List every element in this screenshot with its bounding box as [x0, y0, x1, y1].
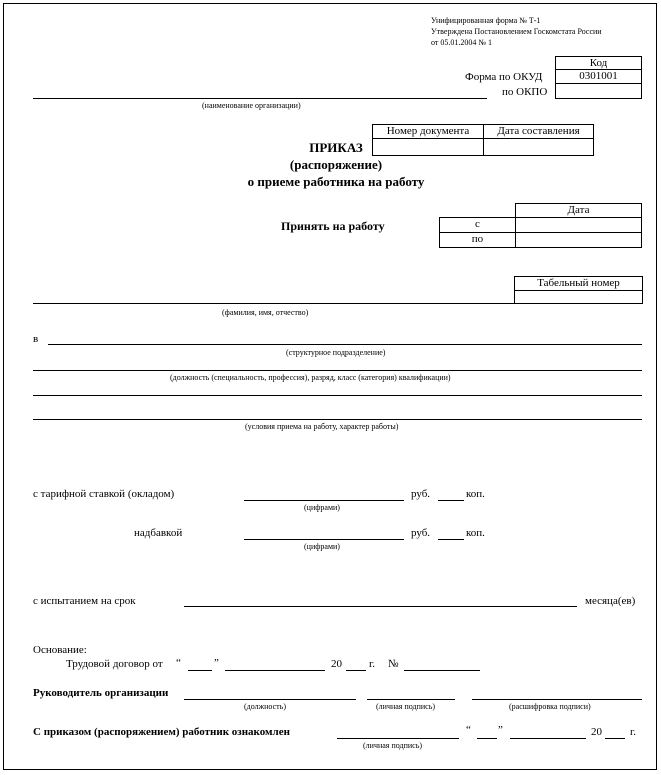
tabel-number-header: Табельный номер — [514, 276, 643, 291]
order-subtitle: (распоряжение) — [289, 157, 383, 172]
contract-quote-close: ” — [214, 657, 219, 669]
ack-signature-line[interactable] — [337, 738, 459, 739]
ack-year-line[interactable] — [605, 738, 625, 739]
okud-code[interactable]: 0301001 — [555, 69, 642, 84]
hire-from-label: с — [439, 217, 516, 233]
probation-suffix: месяца(ев) — [585, 595, 636, 607]
ack-quote-close: ” — [498, 724, 503, 736]
contract-number-line[interactable] — [404, 670, 480, 671]
basis-label: Основание: — [33, 644, 87, 656]
contract-number-sign: № — [388, 658, 399, 670]
salary-rate-kop-line[interactable] — [438, 500, 464, 501]
tabel-number-cell[interactable] — [514, 290, 643, 304]
head-signature-caption: (личная подпись) — [376, 702, 436, 711]
contract-quote-open: “ — [176, 657, 181, 669]
conditions-line-1[interactable] — [33, 395, 642, 396]
organization-caption: (наименование организации) — [202, 101, 301, 110]
contract-year-prefix: 20 — [331, 658, 342, 670]
head-decode-caption: (расшифровка подписи) — [509, 702, 591, 711]
okpo-label: по ОКПО — [502, 86, 548, 98]
unit-prefix: в — [33, 333, 39, 345]
salary-bonus-line[interactable] — [244, 539, 404, 540]
fio-caption: (фамилия, имя, отчество) — [222, 308, 309, 317]
okpo-code[interactable] — [555, 83, 642, 99]
okud-label: Форма по ОКУД — [465, 71, 543, 83]
head-signature-line[interactable] — [367, 699, 455, 700]
contract-prefix: Трудовой договор от — [66, 658, 163, 670]
hire-to-label: по — [439, 232, 516, 248]
head-position-caption: (должность) — [244, 702, 286, 711]
ack-day-line[interactable] — [477, 738, 497, 739]
salary-bonus-kop-line[interactable] — [438, 539, 464, 540]
salary-bonus-rub: руб. — [411, 527, 431, 539]
hire-date-header: Дата — [515, 203, 642, 218]
head-position-line[interactable] — [184, 699, 356, 700]
head-label: Руководитель организации — [33, 687, 169, 699]
ack-year-prefix: 20 — [591, 726, 602, 738]
contract-day-line[interactable] — [188, 670, 212, 671]
salary-rate-label: с тарифной ставкой (окладом) — [33, 488, 175, 500]
hire-to-date[interactable] — [515, 232, 642, 248]
salary-bonus-kop: коп. — [466, 527, 485, 539]
ack-year-suffix: г. — [630, 726, 637, 738]
position-caption: (должность (специальность, профессия), разряд, класс (категория) квалификации) — [170, 373, 451, 382]
form-id-line1: Унифицированная форма № Т-1 — [431, 16, 541, 25]
head-decode-line[interactable] — [472, 699, 642, 700]
salary-bonus-label: надбавкой — [134, 527, 183, 539]
probation-line[interactable] — [184, 606, 577, 607]
order-title: ПРИКАЗ — [309, 140, 363, 155]
contract-year-suffix: г. — [369, 658, 376, 670]
contract-year-line[interactable] — [346, 670, 366, 671]
salary-rate-rub: руб. — [411, 488, 431, 500]
contract-month-line[interactable] — [225, 670, 325, 671]
doc-date-cell[interactable] — [483, 138, 594, 156]
form-frame — [3, 3, 657, 770]
form-id-line3: от 05.01.2004 № 1 — [431, 38, 493, 47]
ack-signature-caption: (личная подпись) — [363, 741, 423, 750]
doc-number-header: Номер документа — [372, 124, 484, 139]
order-purpose: о приеме работника на работу — [247, 174, 425, 189]
doc-date-header: Дата составления — [483, 124, 594, 139]
salary-rate-caption: (цифрами) — [304, 503, 340, 512]
conditions-caption: (условия приема на работу, характер работы) — [245, 422, 399, 431]
probation-label: с испытанием на срок — [33, 595, 136, 607]
fio-line[interactable] — [33, 303, 514, 304]
kod-header: Код — [555, 56, 642, 70]
conditions-line-2[interactable] — [33, 419, 642, 420]
hire-from-date[interactable] — [515, 217, 642, 233]
ack-quote-open: “ — [466, 724, 471, 736]
ack-label: С приказом (распоряжением) работник ознакомлен — [33, 726, 290, 738]
position-line[interactable] — [33, 370, 642, 371]
salary-rate-line[interactable] — [244, 500, 404, 501]
hire-label: Принять на работу — [281, 219, 385, 233]
unit-line[interactable] — [48, 344, 642, 345]
salary-bonus-caption: (цифрами) — [304, 542, 340, 551]
organization-line[interactable] — [33, 98, 487, 99]
ack-month-line[interactable] — [510, 738, 586, 739]
form-id-line2: Утверждена Постановлением Госкомстата России — [431, 27, 602, 36]
salary-rate-kop: коп. — [466, 488, 485, 500]
unit-caption: (структурное подразделение) — [286, 348, 386, 357]
